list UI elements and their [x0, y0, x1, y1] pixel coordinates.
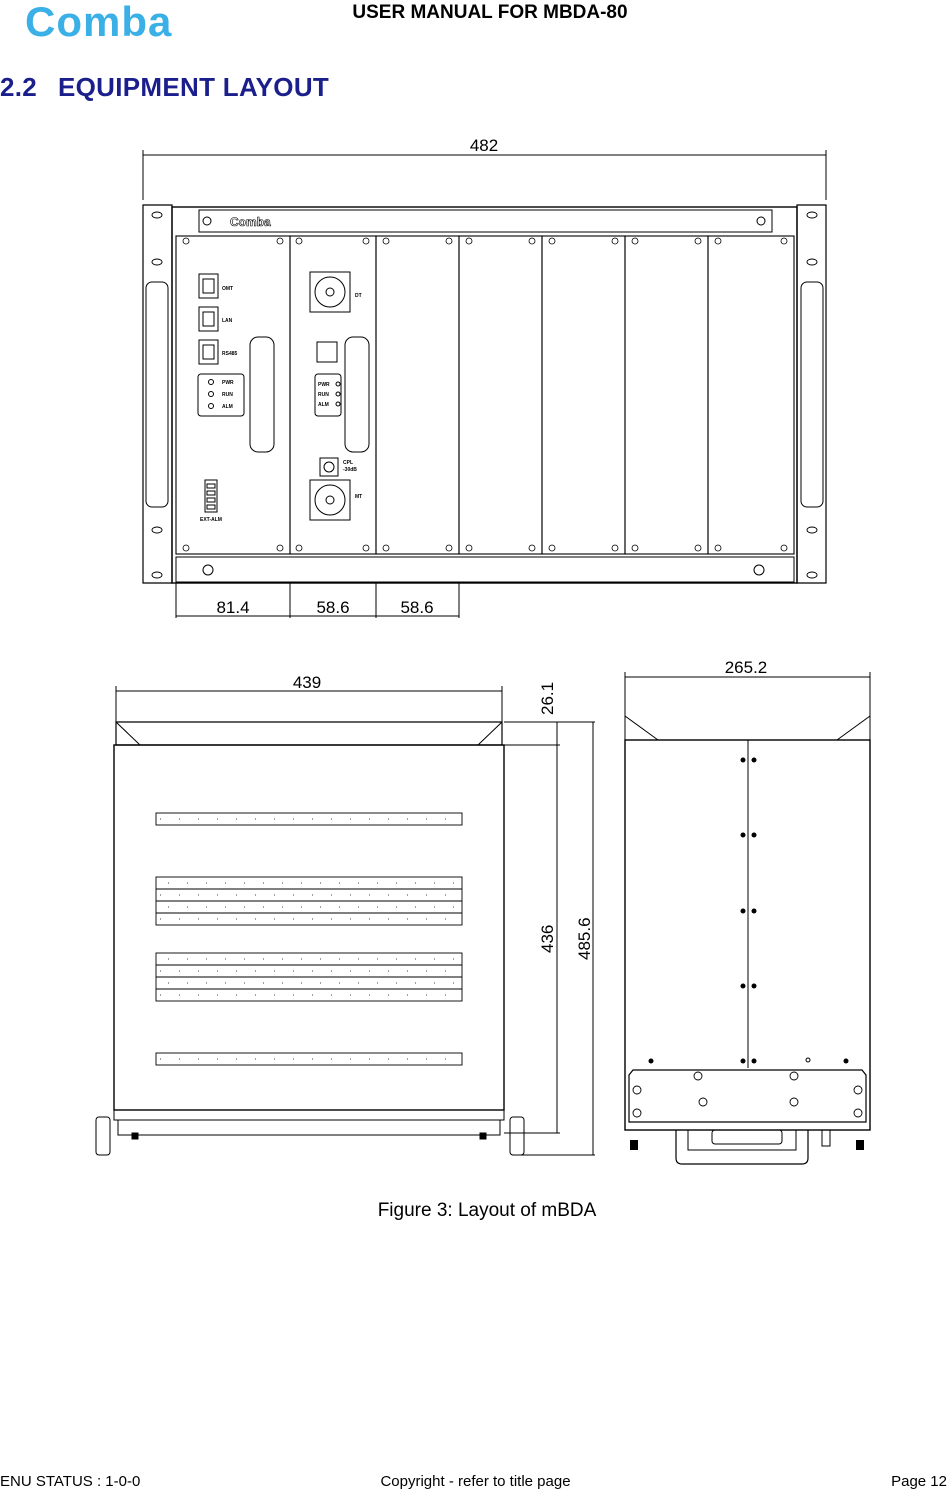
figure-caption: Figure 3: Layout of mBDA	[377, 1200, 597, 1221]
led-label-alm: ALM	[222, 404, 233, 410]
footer-copyright: Copyright - refer to title page	[380, 1473, 571, 1490]
ant-label-mt: MT	[355, 494, 363, 500]
top-width-dim: 439	[292, 673, 322, 692]
section-title: EQUIPMENT LAYOUT	[58, 72, 330, 102]
module-dim-1: 81.4	[216, 598, 250, 617]
top-view	[96, 673, 595, 1155]
front-view	[143, 136, 826, 618]
footer-status: ENU STATUS : 1-0-0	[0, 1473, 141, 1490]
section-number: 2.2	[0, 72, 38, 102]
led-label-pwr: PWR	[222, 380, 234, 386]
depth-dim-436: 436	[538, 924, 557, 953]
ant-label-dt: DT	[355, 293, 362, 299]
rf-led-label-alm: ALM	[318, 402, 329, 408]
side-view	[625, 658, 870, 1164]
panel-logo: Comba	[230, 215, 271, 229]
module-dim-3: 58.6	[400, 598, 434, 617]
header-title: USER MANUAL FOR MBDA-80	[352, 2, 628, 23]
port-label-omt: OMT	[222, 286, 234, 292]
port-label-lan: LAN	[222, 318, 233, 324]
rf-led-label-run: RUN	[318, 392, 329, 398]
logo-text: Comba	[25, 2, 173, 42]
side-width-dim: 265.2	[724, 658, 768, 677]
module-dim-2: 58.6	[316, 598, 350, 617]
footer-page-number: Page 12	[891, 1473, 947, 1490]
led-label-run: RUN	[222, 392, 233, 398]
depth-dim-485-6: 485.6	[575, 917, 594, 960]
ext-alm-label: EXT-ALM	[200, 517, 222, 523]
cpl-sub-label: -30dB	[343, 467, 357, 473]
depth-dim-26-1: 26.1	[538, 681, 557, 715]
port-label-rs485: RS485	[222, 351, 238, 357]
front-width-dim: 482	[469, 136, 499, 155]
rf-led-label-pwr: PWR	[318, 382, 330, 388]
cpl-label: CPL	[343, 460, 353, 466]
